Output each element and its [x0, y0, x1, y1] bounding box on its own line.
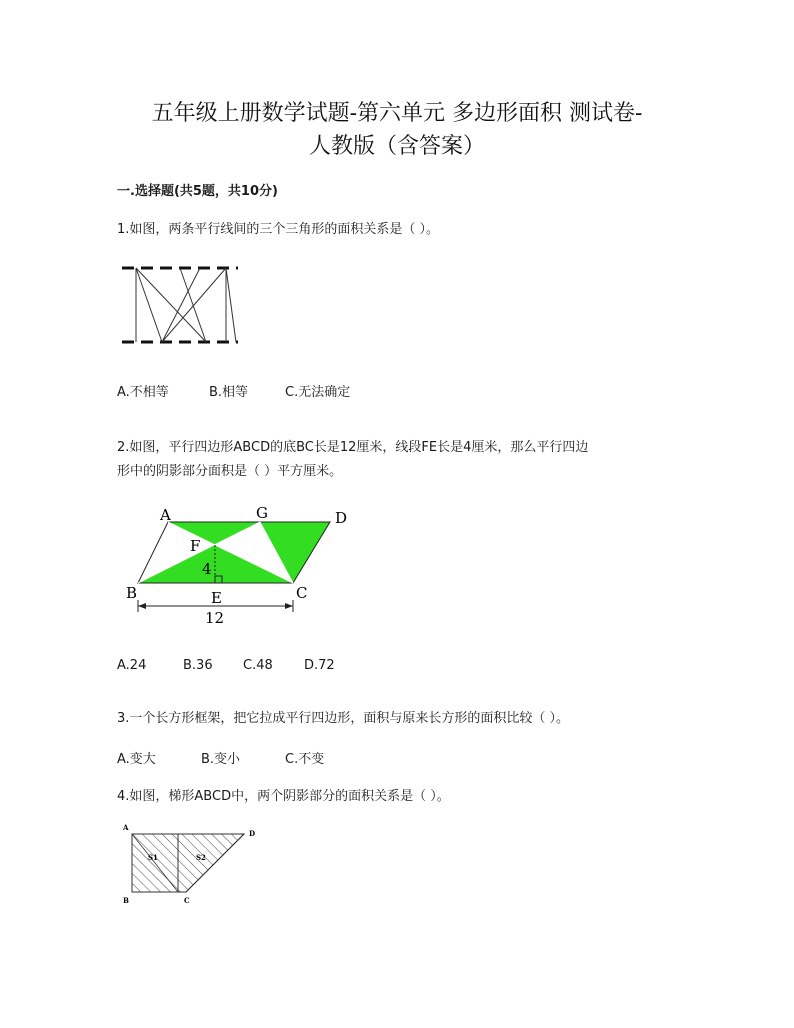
q3-option-a[interactable]: A.变大	[117, 752, 156, 767]
label-b: B	[126, 584, 138, 602]
label-d: D	[249, 829, 256, 838]
q1-option-a[interactable]: A.不相等	[117, 385, 169, 400]
label-c: C	[184, 896, 190, 905]
label-e: E	[211, 589, 222, 607]
q2-option-c[interactable]: C.48	[243, 658, 273, 673]
label-f: F	[190, 537, 201, 555]
label-s1: S1	[148, 853, 158, 862]
question-3-options	[117, 748, 324, 767]
doc-title-line1: 五年级上册数学试题-第六单元 多边形面积 测试卷-	[151, 101, 643, 126]
question-4-figure	[118, 820, 268, 910]
question-2-text	[117, 436, 677, 484]
question-1-text: 1.如图，两条平行线间的三个三角形的面积关系是（ ）。	[117, 222, 440, 237]
question-1-options	[117, 381, 350, 400]
label-s2: S2	[196, 853, 206, 862]
section-heading: 一.选择题(共5题，共10分)	[117, 184, 278, 199]
question-2-options	[117, 658, 335, 673]
q2-option-b[interactable]: B.36	[183, 658, 213, 673]
question-2-line1: 2.如图，平行四边形ABCD的底BC长是12厘米，线段FE长是4厘米，那么平行四边	[117, 440, 589, 455]
doc-title-line2: 人教版（含答案）	[308, 134, 485, 159]
label-a: A	[123, 823, 129, 832]
question-4-text: 4.如图，梯形ABCD中，两个阴影部分的面积关系是（ ）。	[117, 789, 450, 804]
shaded-triangle-agf	[168, 522, 260, 545]
question-3-text: 3.一个长方形框架，把它拉成平行四边形，面积与原来长方形的面积比较（ ）。	[117, 711, 570, 726]
q2-option-a[interactable]: A.24	[117, 658, 147, 673]
label-g: G	[256, 504, 268, 522]
q1-option-b[interactable]: B.相等	[209, 385, 249, 400]
label-four: 4	[202, 560, 212, 578]
label-b: B	[123, 896, 129, 905]
question-2-figure	[118, 500, 368, 630]
question-2-line2: 形中的阴影部分面积是（ ）平方厘米。	[117, 464, 343, 479]
q3-option-b[interactable]: B.变小	[201, 752, 241, 767]
label-twelve: 12	[205, 609, 225, 627]
label-d: D	[335, 509, 348, 527]
q2-option-d[interactable]: D.72	[304, 658, 335, 673]
q1-option-c[interactable]: C.无法确定	[285, 385, 351, 400]
q3-option-c[interactable]: C.不变	[285, 752, 325, 767]
label-a: A	[160, 506, 171, 524]
label-c: C	[296, 584, 308, 602]
shaded-region-s2	[178, 834, 244, 892]
question-1-figure	[118, 262, 242, 348]
